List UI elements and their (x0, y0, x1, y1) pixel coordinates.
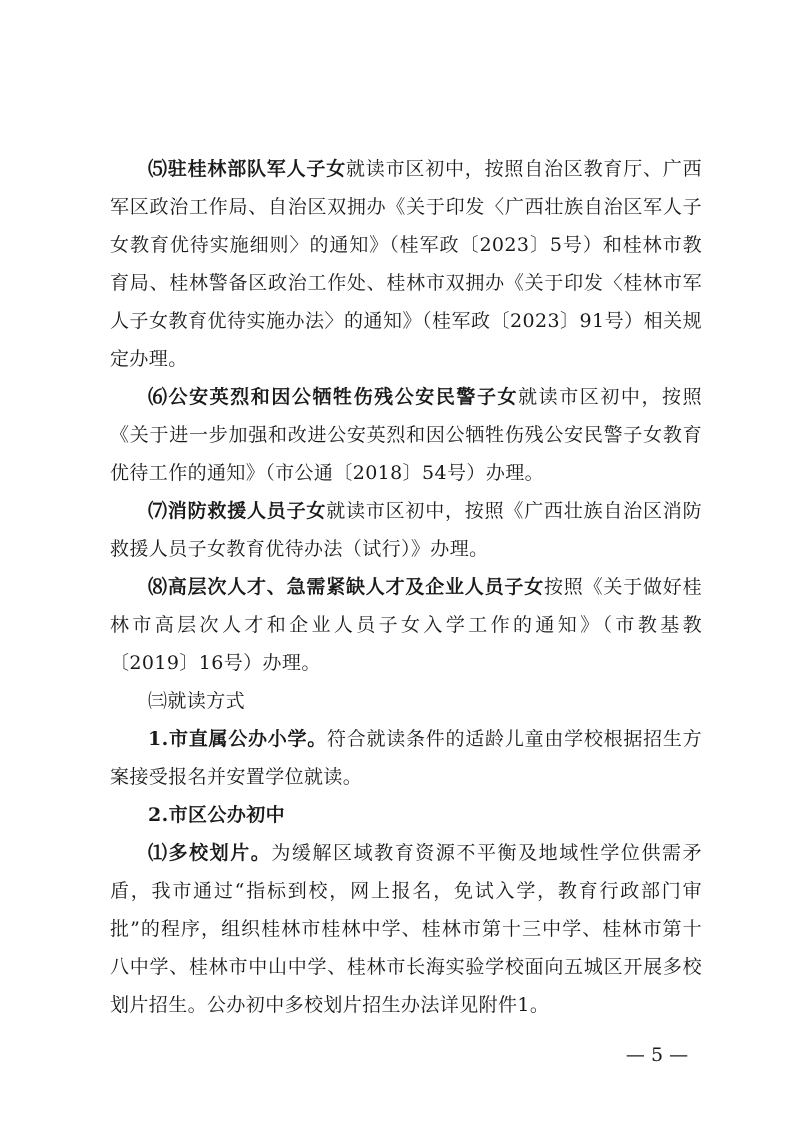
paragraph-text: ㈢就读方式 (148, 690, 246, 712)
paragraph-fire-rescue-children (110, 492, 702, 568)
paragraph-text: 就读市区初中，按照自治区教育厅、广西军区政治工作局、自治区双拥办《关于印发〈广西壮族自治区军人子女教育优待实施细则〉的通知》（桂军政〔2023〕5号）和桂林市教育局、桂林警备区政治工作处、桂林市双拥办《关于印发〈桂林市军人子女教育优待实施办法〉的通知》（桂军政〔2023〕91号）相关规定办理。 (110, 158, 702, 370)
paragraph-lead: ⑺消防救援人员子女 (148, 500, 327, 522)
paragraph-city-primary-schools (110, 720, 702, 796)
paragraph-lead: 2.市区公办初中 (148, 804, 286, 826)
paragraph-text: 符合就读条件的适龄儿童由学校根据招生方案接受报名并安置学位就读。 (110, 728, 702, 788)
paragraph-police-children (110, 378, 702, 492)
paragraph-text: 按照《关于做好桂林市高层次人才和企业人员子女入学工作的通知》（市教基教〔2019〕16号）办理。 (110, 576, 702, 674)
paragraph-text: 为缓解区域教育资源不平衡及地域性学位供需矛盾，我市通过“指标到校，网上报名，免试入学，教育行政部门审批”的程序，组织桂林市桂林中学、桂林市第十三中学、桂林市第十八中学、桂林市中山中学、桂林市长海实验学校面向五城区开展多校划片招生。公办初中多校划片招生办法详见附件1。 (110, 842, 702, 1016)
paragraph-text: 就读市区初中，按照《广西壮族自治区消防救援人员子女教育优待办法（试行）》办理。 (110, 500, 702, 560)
paragraph-talent-children (110, 568, 702, 682)
paragraph-military-children (110, 150, 702, 378)
paragraph-text: 就读市区初中，按照《关于进一步加强和改进公安英烈和因公牺牲伤残公安民警子女教育优待工作的通知》（市公通〔2018〕54号）办理。 (110, 386, 702, 484)
page-number: — 5 — (625, 1044, 689, 1066)
paragraph-lead: ⑻高层次人才、急需紧缺人才及企业人员子女 (148, 576, 544, 598)
paragraph-lead: ⑸驻桂林部队军人子女 (148, 158, 346, 180)
document-body (110, 150, 702, 1024)
paragraph-lead: ⑹公安英烈和因公牺牲伤残公安民警子女 (148, 386, 519, 408)
paragraph-lead: 1.市直属公办小学。 (148, 728, 328, 750)
section-heading-enrollment-method (110, 682, 702, 720)
paragraph-lead: ⑴多校划片。 (148, 842, 272, 864)
paragraph-multi-school-zoning (110, 834, 702, 1024)
subheading-city-junior-high (110, 796, 702, 834)
